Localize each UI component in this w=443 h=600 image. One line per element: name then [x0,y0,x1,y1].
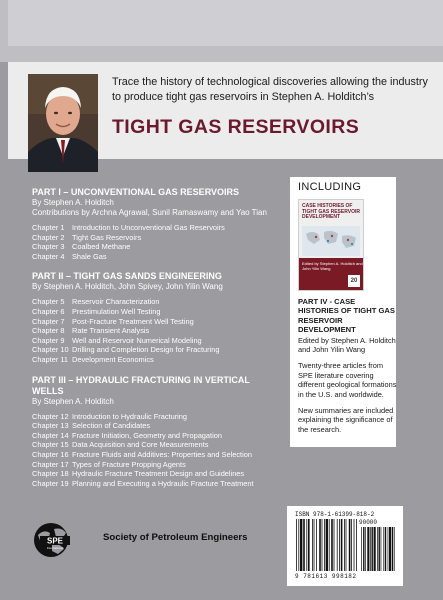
chapter-number: Chapter 14 [32,430,69,440]
chapter-item [32,317,282,327]
barcode-addon-bar [394,527,395,571]
part-heading: PART III – HYDRAULIC FRACTURING IN VERTICAL WELLS [32,374,250,396]
barcode-addon-bar [377,527,378,571]
chapter-number: Chapter 8 [32,326,65,336]
contents-list [32,187,282,498]
barcode-addon-bar [361,527,362,571]
world-map-image [302,226,360,256]
chapter-item [32,412,282,422]
chapter-number: Chapter 4 [32,251,65,261]
barcode-image [295,519,395,571]
chapter-title: Rate Transient Analysis [72,326,150,336]
chapter-title: Shale Gas [72,251,107,261]
chapter-item [32,440,282,450]
chapter-item [32,345,282,355]
chapter-title: Planning and Executing a Hydraulic Fracture Treatment [72,478,254,488]
part-contributors: Contributions by Archna Agrawal, Sunil Ramaswamy and Yao Tian [32,208,267,217]
chapter-title: Post-Fracture Treatment Well Testing [72,316,194,326]
chapter-title: Selection of Candidates [72,421,151,431]
chapter-number: Chapter 19 [32,478,69,488]
barcode-addon-bar [379,527,380,571]
chapter-number: Chapter 11 [32,354,69,364]
chapter-item [32,252,282,262]
chapter-list [32,223,282,261]
chapter-number: Chapter 5 [32,297,65,307]
chapter-item [32,460,282,470]
barcode-bar [326,519,328,571]
barcode-bar [319,519,321,571]
spe-logo-text: SPE [46,536,64,546]
barcode-bar [356,519,357,571]
chapter-number: Chapter 6 [32,306,65,316]
barcode-addon-bar [392,527,393,571]
including-label: INCLUDING [298,181,362,193]
barcode-bar [349,519,351,571]
chapter-number: Chapter 9 [32,335,65,345]
chapter-item [32,479,282,489]
barcode-bar [316,519,317,571]
chapter-item [32,233,282,243]
barcode-bar [346,519,347,571]
chapter-item [32,336,282,346]
chapter-item [32,421,282,431]
chapter-item [32,450,282,460]
chapter-item [32,307,282,317]
publisher-name: Society of Petroleum Engineers [103,532,248,543]
barcode-bar [329,519,330,571]
companion-book-editors: Edited by Stephen A. Holditch and John Yilin Wang [302,261,363,271]
chapter-item [32,326,282,336]
chapter-title: Hydraulic Fracture Treatment Design and Guidelines [72,469,245,479]
chapter-title: Fracture Fluids and Additives: Properties and Selection [72,449,252,459]
barcode-bar [334,519,335,571]
part-authors: By Stephen A. Holditch [32,396,114,406]
chapter-title: Coalbed Methane [72,242,131,252]
barcode-bar [344,519,345,571]
price-code: 90000 [359,519,378,526]
chapter-title: Reservoir Characterization [72,297,160,307]
barcode-addon-bar [367,527,369,571]
part-iv-description: Twenty-three articles from SPE literature covering different geological formations in the U.S. and worldwide. [298,361,397,399]
top-strip [0,0,443,62]
chapter-title: Development Economics [72,354,154,364]
barcode-bar [337,519,338,571]
barcode-bar [354,519,355,571]
intro-text: Trace the history of technological discoveries allowing the industry to produce tight gas reservoirs in Stephen A. Holditch’s [112,76,428,103]
anniversary-badge: 20 [348,275,360,287]
chapter-number: Chapter 7 [32,316,65,326]
barcode-addon-bar [372,527,373,571]
barcode-bar [312,519,313,571]
chapter-title: Introduction to Unconventional Gas Reservoirs [72,223,225,232]
chapter-item [32,355,282,365]
barcode-addon-bar [365,527,366,571]
author-photo [28,74,98,172]
chapter-title: Introduction to Hydraulic Fracturing [72,411,188,421]
barcode-addon-bar [374,527,376,571]
chapter-number: Chapter 3 [32,242,65,252]
barcode-bar [324,519,325,571]
part-heading: PART I – UNCONVENTIONAL GAS RESERVOIRS [32,187,240,197]
barcode-addon-bar [388,527,389,571]
chapter-item [32,242,282,252]
barcode-panel [287,506,403,586]
barcode-bar [314,519,315,571]
chapter-item [32,223,282,233]
spe-logo-subtext: International [46,546,64,550]
part-heading: PART II – TIGHT GAS SANDS ENGINEERING [32,271,222,282]
book-title: TIGHT GAS RESERVOIRS [112,116,360,138]
barcode-bar [298,519,299,571]
chapter-list [32,297,282,364]
part-i [32,187,282,261]
barcode-bar [308,519,310,571]
ean-number: 9 781613 998182 [295,573,357,580]
chapter-title: Fracture Initiation, Geometry and Propagation [72,430,222,440]
part-ii [32,271,282,364]
part-iv-heading: PART IV - CASE HISTORIES OF TIGHT GAS RESERVOIR DEVELOPMENT [298,297,395,335]
chapter-item [32,469,282,479]
part-iv [298,297,398,434]
chapter-number: Chapter 1 [32,223,65,232]
chapter-title: Data Acquisition and Core Measurements [72,440,209,450]
part-iv-editors: Edited by Stephen A. Holditch and John Yilin Wang [298,335,396,355]
chapter-title: Tight Gas Reservoirs [72,232,142,242]
chapter-number: Chapter 12 [32,411,69,421]
barcode-bar [296,519,297,571]
barcode-bar [306,519,307,571]
barcode-addon-bar [385,527,386,571]
barcode-addon-bar [370,527,371,571]
barcode-bar [341,519,343,571]
spe-logo [32,521,78,559]
companion-book-title: CASE HISTORIES OF TIGHT GAS RESERVOIR DEVELOPMENT [302,203,360,221]
barcode-bar [351,519,352,571]
barcode-addon-bar [389,527,391,571]
barcode-bar [339,519,340,571]
barcode-bar [331,519,333,571]
chapter-title: Prestimulation Well Testing [72,306,161,316]
chapter-number: Chapter 13 [32,421,69,431]
chapter-item [32,431,282,441]
barcode-addon-bar [383,527,384,571]
chapter-title: Types of Fracture Propping Agents [72,459,186,469]
barcode-bar [303,519,305,571]
chapter-number: Chapter 10 [32,345,69,355]
including-panel [290,177,396,447]
chapter-title: Drilling and Completion Design for Fracturing [72,345,220,355]
top-band [8,0,443,46]
barcode-bar [300,519,302,571]
chapter-number: Chapter 2 [32,232,65,242]
chapter-number: Chapter 15 [32,440,69,450]
chapter-number: Chapter 18 [32,469,69,479]
chapter-number: Chapter 16 [32,449,69,459]
part-iv-note: New summaries are included explaining the significance of the research. [298,406,394,434]
companion-book-cover [298,199,364,291]
part-authors: By Stephen A. Holditch, John Spivey, John Yilin Wang [32,282,223,292]
barcode-bar [322,519,323,571]
chapter-title: Well and Reservoir Numerical Modeling [72,335,202,345]
part-iii [32,375,282,489]
chapter-list [32,412,282,489]
barcode-addon-bar [381,527,382,571]
part-authors: By Stephen A. Holditch [32,198,114,207]
isbn-text: ISBN 978-1-61399-818-2 [295,511,375,518]
chapter-item [32,297,282,307]
chapter-number: Chapter 17 [32,459,69,469]
barcode-addon-bar [363,527,364,571]
